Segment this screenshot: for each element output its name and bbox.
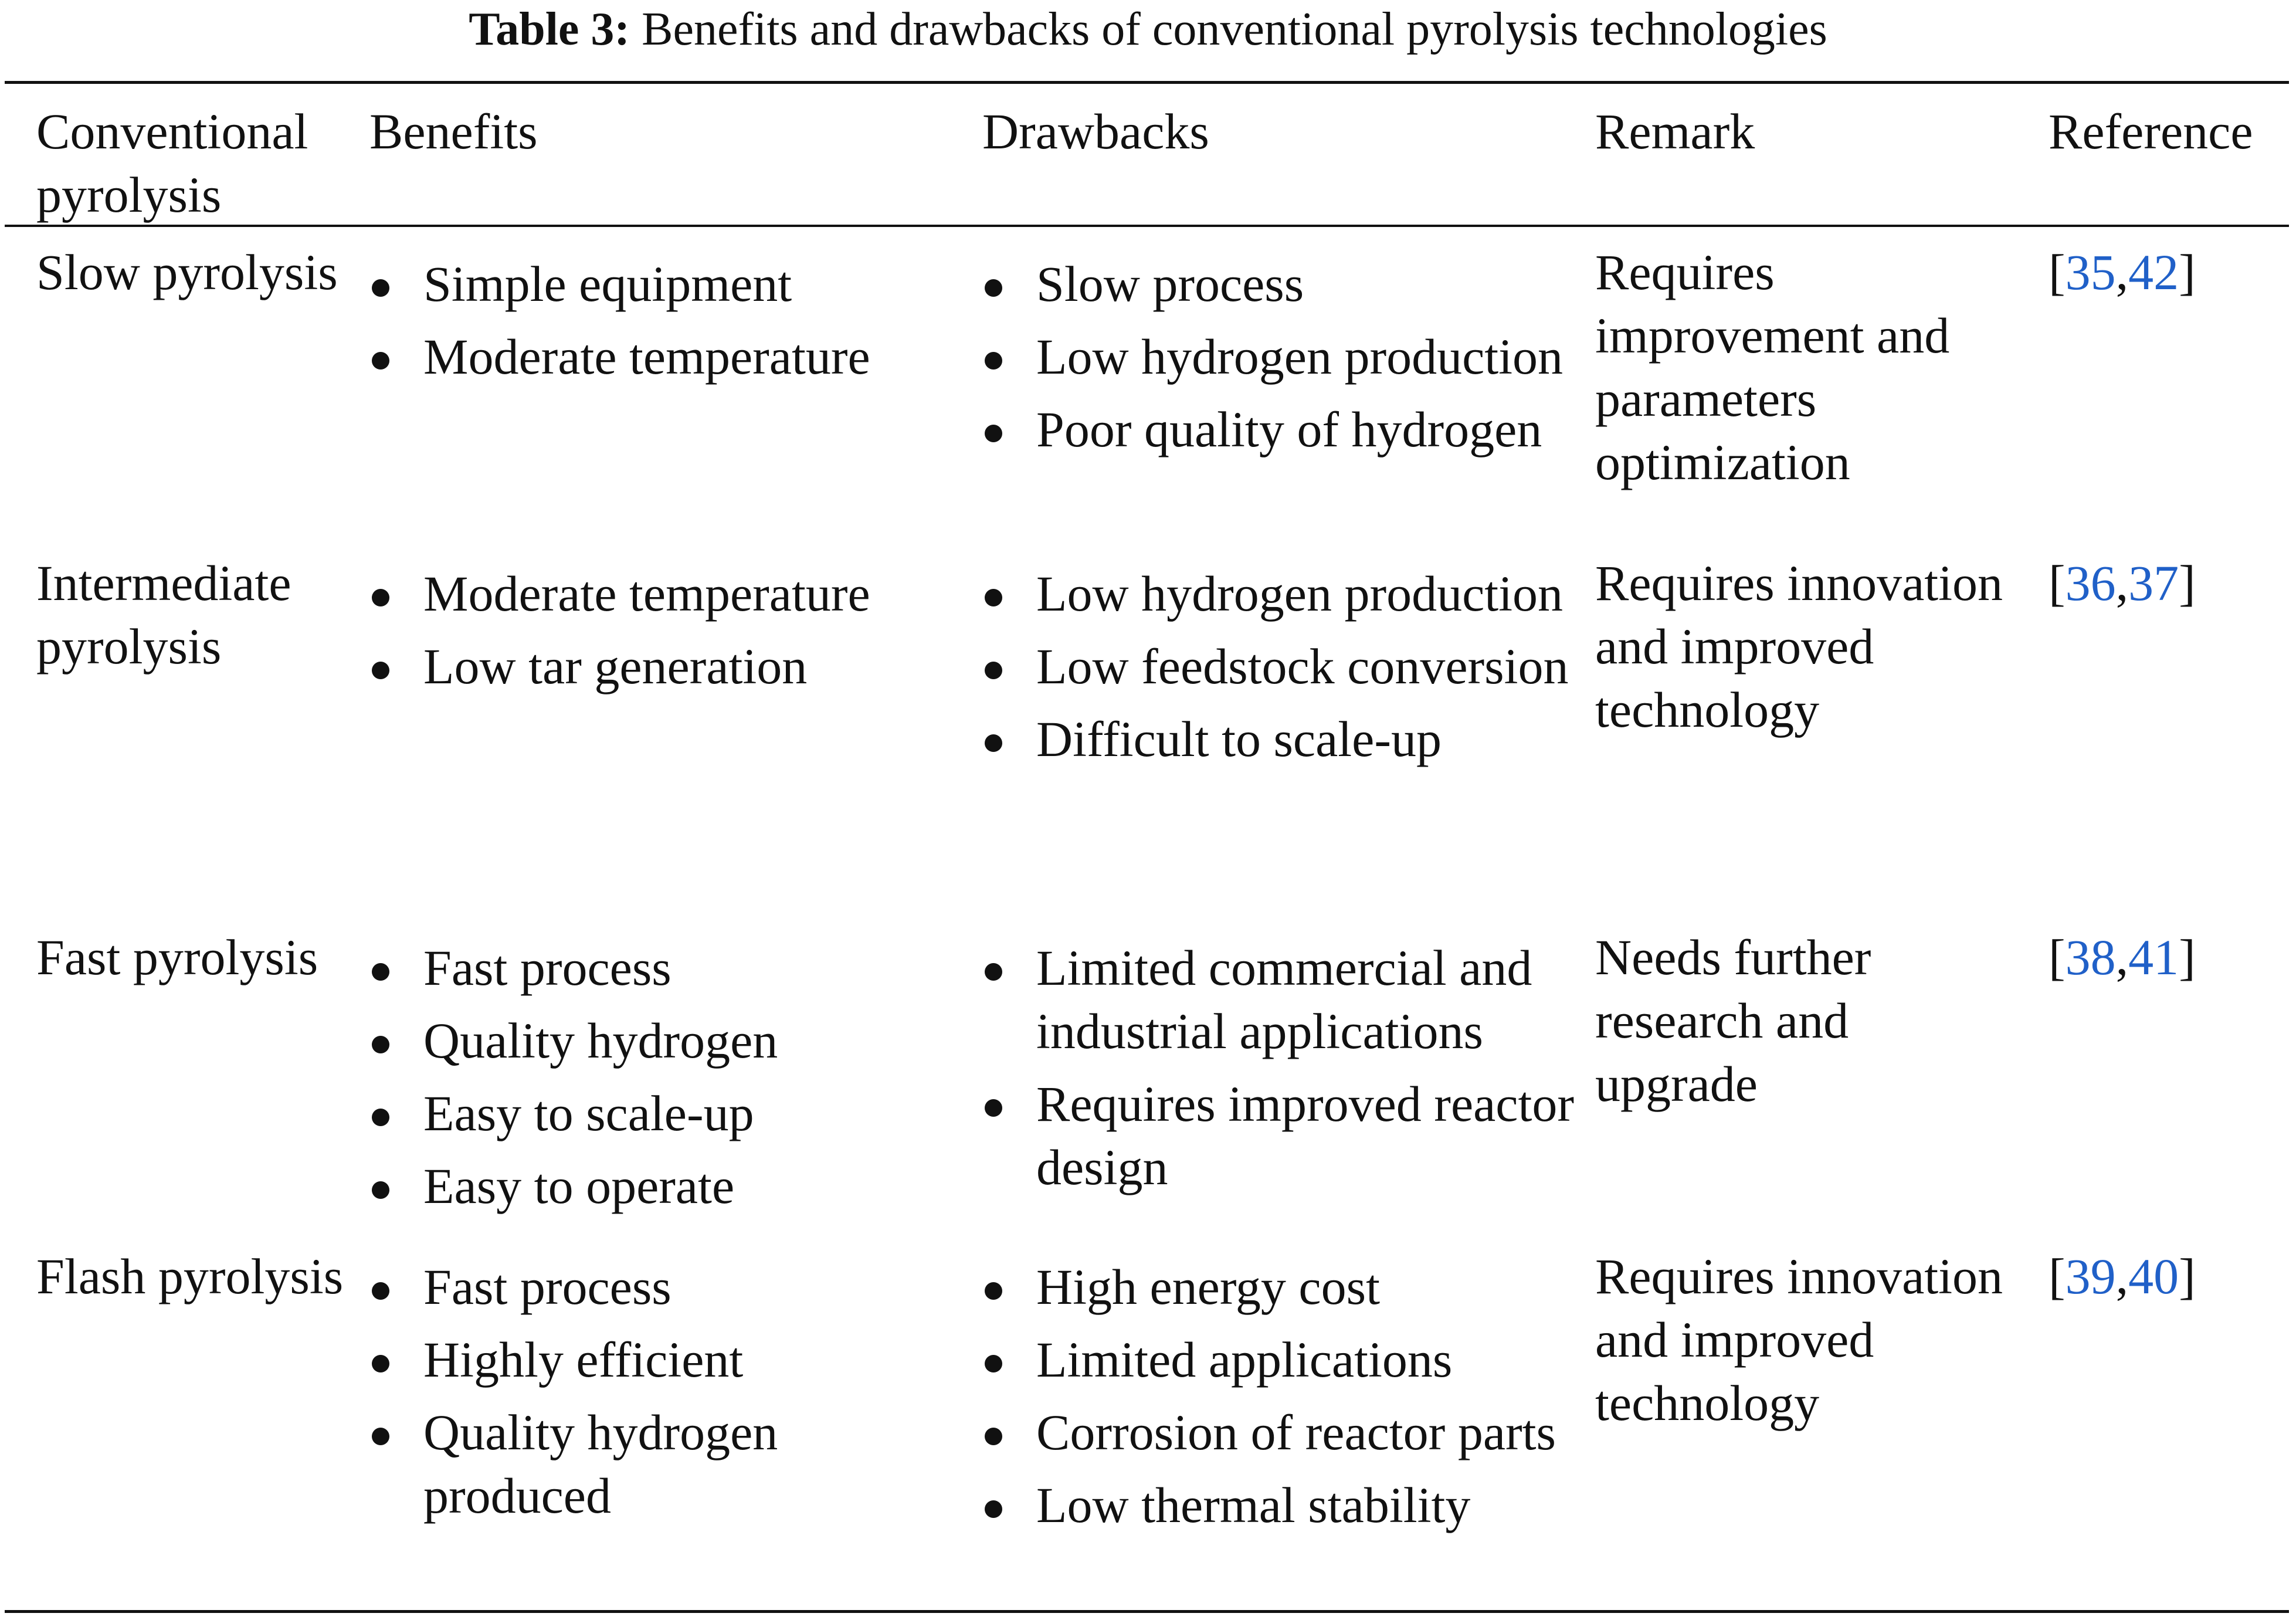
row-type: Flash pyrolysis: [36, 1248, 344, 1304]
drawbacks-list: [982, 1255, 1598, 1546]
row-reference: [35,42]: [2049, 244, 2196, 300]
header-reference: Reference: [2049, 103, 2253, 160]
list-item: Moderate temperature: [369, 325, 968, 388]
list-item: Fast process: [369, 936, 968, 999]
row-reference: [36,37]: [2049, 555, 2196, 611]
row-remark: Requires innovation and improved technology: [1595, 1248, 2003, 1431]
list-item: Difficult to scale-up: [982, 707, 1598, 771]
reference-link[interactable]: 35: [2065, 244, 2116, 300]
header-rule: [5, 225, 2289, 227]
list-item: Low hydrogen production: [982, 325, 1598, 388]
caption-label: Table 3:: [469, 4, 630, 55]
row-type: Fast pyrolysis: [36, 929, 318, 985]
reference-link[interactable]: 38: [2065, 929, 2116, 985]
header-drawbacks: Drawbacks: [982, 103, 1209, 160]
list-item: High energy cost: [982, 1255, 1598, 1319]
reference-link[interactable]: 40: [2128, 1248, 2179, 1304]
list-item: Low feedstock conversion: [982, 635, 1598, 698]
row-remark: Requires improvement and parameters optimization: [1595, 244, 1950, 490]
row-type: Slow pyrolysis: [36, 244, 338, 300]
benefits-list: [369, 1255, 968, 1537]
list-item: Fast process: [369, 1255, 968, 1319]
list-item: Requires improved reactor design: [982, 1072, 1598, 1199]
list-item: Easy to scale-up: [369, 1082, 968, 1145]
row-remark: Needs further research and upgrade: [1595, 929, 1871, 1112]
list-item: Slow process: [982, 252, 1598, 316]
list-item: Quality hydrogen produced: [369, 1401, 968, 1527]
reference-link[interactable]: 37: [2128, 555, 2179, 611]
reference-link[interactable]: 42: [2128, 244, 2179, 300]
benefits-list: [369, 252, 968, 398]
list-item: Limited applications: [982, 1328, 1598, 1391]
reference-link[interactable]: 36: [2065, 555, 2116, 611]
caption-text: Benefits and drawbacks of conventional pyrolysis technologies: [642, 4, 1827, 55]
list-item: Corrosion of reactor parts: [982, 1401, 1598, 1464]
row-reference: [39,40]: [2049, 1248, 2196, 1304]
list-item: Low tar generation: [369, 635, 968, 698]
list-item: Easy to operate: [369, 1154, 968, 1218]
header-benefits: Benefits: [369, 103, 538, 160]
row-remark: Requires innovation and improved technology: [1595, 555, 2003, 738]
reference-link[interactable]: 41: [2128, 929, 2179, 985]
drawbacks-list: [982, 936, 1598, 1208]
top-rule: [5, 81, 2289, 84]
list-item: Simple equipment: [369, 252, 968, 316]
list-item: Highly efficient: [369, 1328, 968, 1391]
list-item: Limited commercial and industrial applications: [982, 936, 1598, 1063]
list-item: Poor quality of hydrogen: [982, 398, 1598, 461]
list-item: Moderate temperature: [369, 562, 968, 625]
table-caption: [0, 0, 2296, 59]
row-reference: [38,41]: [2049, 929, 2196, 985]
list-item: Low thermal stability: [982, 1473, 1598, 1537]
list-item: Quality hydrogen: [369, 1009, 968, 1072]
row-type: Intermediate pyrolysis: [36, 555, 291, 675]
drawbacks-list: [982, 252, 1598, 470]
bottom-rule: [5, 1610, 2289, 1613]
list-item: Low hydrogen production: [982, 562, 1598, 625]
header-conventional-pyrolysis: Conventional pyrolysis: [36, 103, 308, 223]
reference-link[interactable]: 39: [2065, 1248, 2116, 1304]
header-remark: Remark: [1595, 103, 1755, 160]
drawbacks-list: [982, 562, 1598, 780]
benefits-list: [369, 562, 968, 707]
benefits-list: [369, 936, 968, 1227]
